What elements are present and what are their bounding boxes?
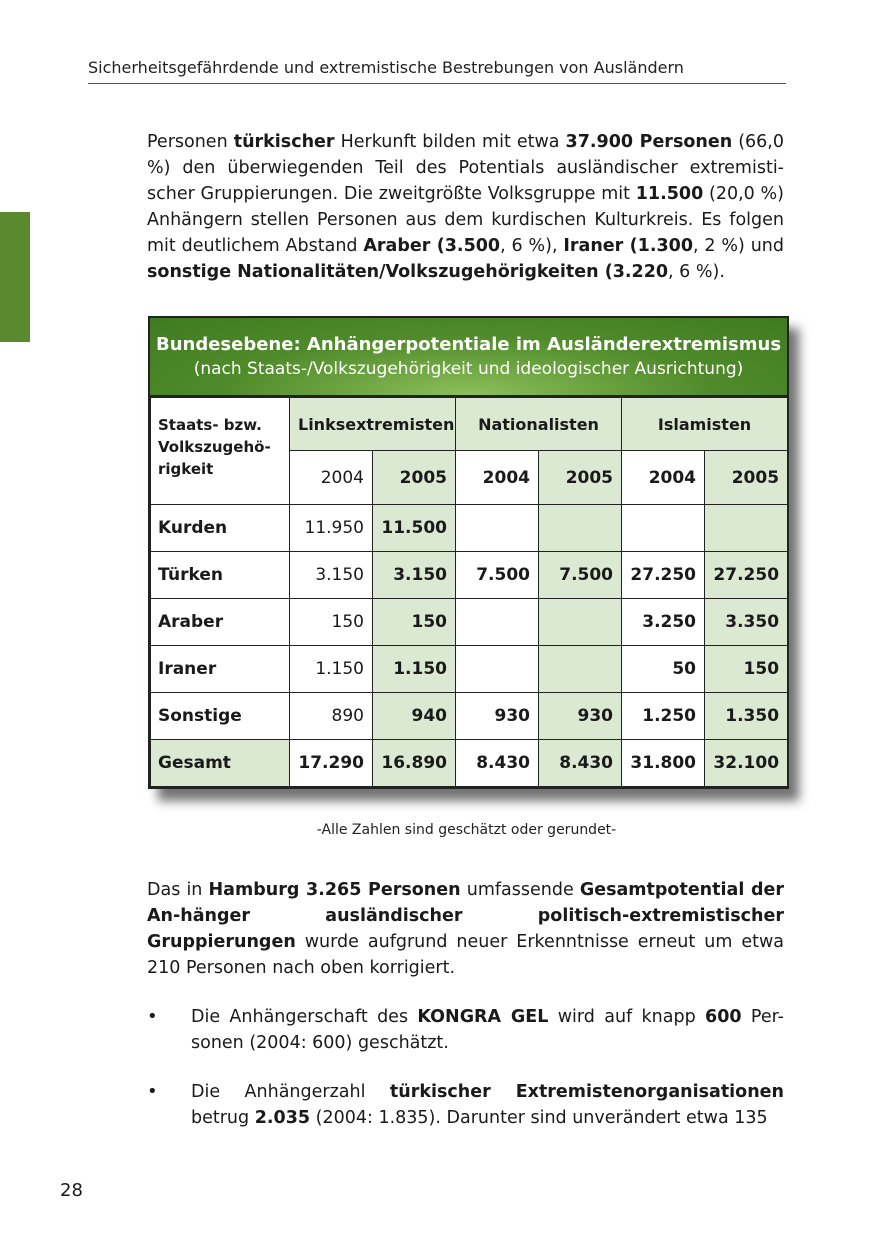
table-row — [151, 505, 788, 552]
group-header-nationalisten: Nationalisten — [456, 398, 622, 451]
chapter-tab-marker — [0, 212, 30, 342]
table-row — [151, 646, 788, 693]
row-label: Iraner — [151, 646, 290, 693]
bullet-marker: • — [147, 1081, 158, 1102]
group-header-islamisten: Islamisten — [622, 398, 788, 451]
bold-text: 11.500 — [635, 184, 704, 204]
text-run: Das in — [147, 880, 209, 900]
text-run: , 2 %) und — [693, 236, 784, 256]
year-header: 2005 — [539, 451, 622, 505]
table-cell: 1.150 — [373, 646, 456, 693]
table-cell: 3.150 — [290, 552, 373, 599]
year-header: 2005 — [373, 451, 456, 505]
text-run: wurde aufgrund neuer Erkenntnisse erneut um etwa 210 Personen nach oben korrigiert. — [147, 932, 784, 978]
table-cell: 150 — [290, 599, 373, 646]
table-cell: 930 — [539, 693, 622, 740]
text-run: , 6 %), — [500, 236, 564, 256]
table-row — [151, 552, 788, 599]
bullet-marker: • — [147, 1006, 158, 1027]
text-run: (20,0 %) Anhängern stellen Personen aus dem kurdischen Kulturkreis. Es folgen mit deutlichem Abstand — [147, 184, 784, 256]
table-cell: 11.500 — [373, 505, 456, 552]
row-label: Gesamt — [151, 740, 290, 787]
text-run: (2004: 1.835). Darunter sind unverändert etwa 135 — [310, 1108, 768, 1128]
table-cell: 890 — [290, 693, 373, 740]
table-cell: 50 — [622, 646, 705, 693]
table-cell: 27.250 — [622, 552, 705, 599]
table-cell — [456, 646, 539, 693]
table-cell: 31.800 — [622, 740, 705, 787]
bold-text: Araber (3.500 — [363, 236, 501, 256]
table-title-bar — [150, 318, 787, 397]
text-run: umfassende — [460, 880, 580, 900]
text-run: Per-sonen (2004: 600) geschätzt. — [191, 1007, 784, 1053]
text-run: Die Anhängerschaft des — [191, 1007, 418, 1027]
table-cell — [456, 599, 539, 646]
table-cell: 17.290 — [290, 740, 373, 787]
running-header: Sicherheitsgefährdende und extremistische Bestrebungen von Ausländern — [88, 58, 786, 84]
year-header: 2005 — [705, 451, 788, 505]
bold-text: 37.900 Personen — [565, 132, 733, 152]
row-label: Kurden — [151, 505, 290, 552]
table-cell: 16.890 — [373, 740, 456, 787]
text-run: Die Anhängerzahl — [191, 1082, 390, 1102]
table-row — [151, 693, 788, 740]
table-row — [151, 599, 788, 646]
table-cell — [705, 505, 788, 552]
row-label: Araber — [151, 599, 290, 646]
table-cell — [456, 505, 539, 552]
year-header: 2004 — [622, 451, 705, 505]
row-label: Sonstige — [151, 693, 290, 740]
bold-text: türkischer — [233, 132, 335, 152]
hamburg-paragraph — [147, 877, 784, 981]
text-run: (66,0 %) den überwiegenden Teil des Potentials ausländischer extremisti-scher Gruppierungen. Die zweitgrößte Volksgruppe mit — [147, 132, 784, 204]
bold-text: 600 — [705, 1007, 742, 1027]
table-title: Bundesebene: Anhängerpotentiale im Ausländerextremismus — [155, 334, 782, 355]
text-run: betrug — [191, 1108, 255, 1128]
bold-text: sonstige Nationalitäten/Volkszugehörigkeiten (3.220 — [147, 262, 669, 282]
page-number: 28 — [60, 1180, 83, 1201]
table-subtitle: (nach Staats-/Volkszugehörigkeit und ideologischer Ausrichtung) — [193, 359, 744, 379]
table-footnote: -Alle Zahlen sind geschätzt oder gerundet- — [316, 822, 617, 838]
row-label: Türken — [151, 552, 290, 599]
corner-header: Staats- bzw. Volkszugehö-rigkeit — [151, 398, 290, 505]
data-grid — [150, 397, 788, 787]
table-cell: 3.150 — [373, 552, 456, 599]
table-cell: 3.350 — [705, 599, 788, 646]
table-cell: 150 — [373, 599, 456, 646]
table-cell: 3.250 — [622, 599, 705, 646]
table-cell: 7.500 — [539, 552, 622, 599]
text-run: Personen — [147, 132, 234, 152]
table-cell — [622, 505, 705, 552]
table-cell: 1.250 — [622, 693, 705, 740]
group-header-links: Linksextremisten — [290, 398, 456, 451]
text-run: wird auf knapp — [548, 1007, 706, 1027]
text-run: , 6 %). — [668, 262, 725, 282]
table-cell: 8.430 — [539, 740, 622, 787]
bold-text: Iraner (1.300 — [563, 236, 694, 256]
year-header: 2004 — [456, 451, 539, 505]
table-cell: 7.500 — [456, 552, 539, 599]
text-run: Herkunft bilden mit etwa — [334, 132, 566, 152]
intro-paragraph — [147, 129, 784, 285]
table-cell: 27.250 — [705, 552, 788, 599]
table-cell: 930 — [456, 693, 539, 740]
bullet-item-tuerkische-organisationen — [191, 1079, 784, 1131]
table-cell: 1.150 — [290, 646, 373, 693]
bold-text: türkischer Extremistenorganisationen — [389, 1082, 784, 1102]
table-cell — [539, 599, 622, 646]
bold-text: Gesamtpotential der An-hänger ausländischer politisch-extremistischer Gruppierungen — [147, 880, 784, 952]
table-cell: 8.430 — [456, 740, 539, 787]
bold-text: 2.035 — [254, 1108, 311, 1128]
table-cell: 1.350 — [705, 693, 788, 740]
table-cell: 11.950 — [290, 505, 373, 552]
statistics-table — [148, 316, 789, 789]
bold-text: KONGRA GEL — [417, 1007, 549, 1027]
bullet-item-kongra-gel — [191, 1004, 784, 1056]
table-cell — [539, 505, 622, 552]
bold-text: Hamburg 3.265 Personen — [208, 880, 461, 900]
table-cell: 940 — [373, 693, 456, 740]
total-row — [151, 740, 788, 787]
year-header: 2004 — [290, 451, 373, 505]
table-cell: 150 — [705, 646, 788, 693]
table-cell: 32.100 — [705, 740, 788, 787]
table-cell — [539, 646, 622, 693]
